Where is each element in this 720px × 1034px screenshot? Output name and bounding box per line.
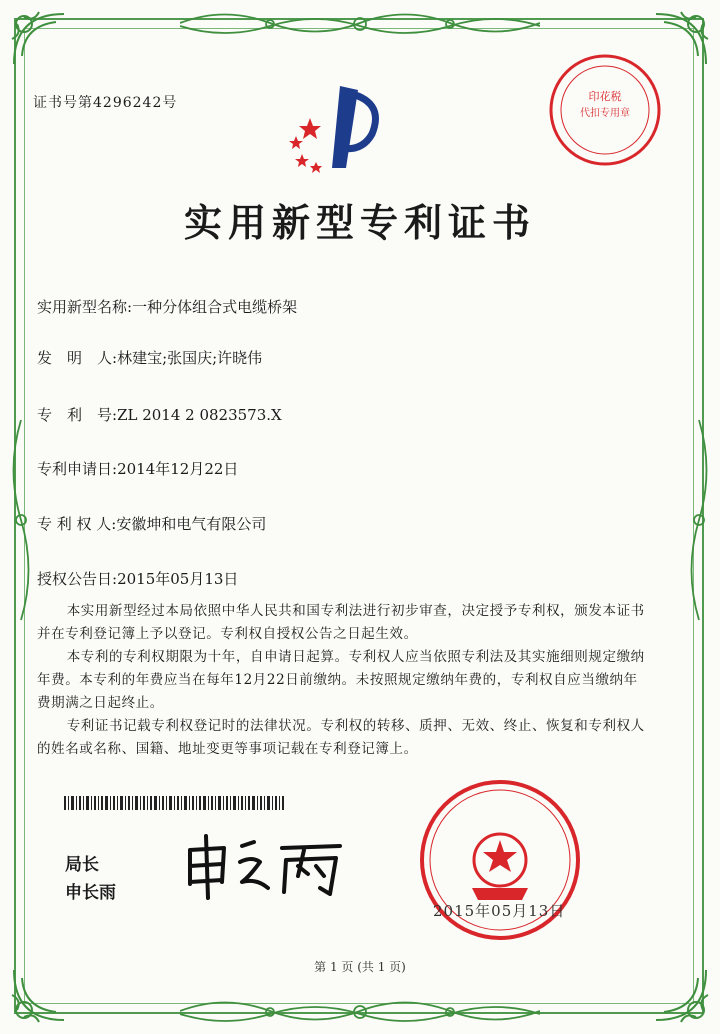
page-footer: 第 1 页 (共 1 页)	[314, 960, 406, 974]
corner-ornament-top-left	[4, 4, 74, 74]
field-label: 实用新型名称:	[37, 298, 133, 316]
field-patentee	[37, 513, 266, 534]
sign-date: 2015年05月13日	[433, 902, 566, 920]
handwritten-signature	[180, 832, 350, 902]
barcode	[64, 796, 284, 810]
page-title: 实用新型专利证书	[183, 200, 536, 245]
body-paragraph: 本专利的专利权期限为十年，自申请日起算。专利权人应当依照专利法及其实施细则规定缴纳年费。本专利的年费应当在每年12月22日前缴纳。未按照规定缴纳年费的，专利权自应当缴纳年费期满之日起终止。	[37, 649, 645, 711]
field-patent-number	[37, 404, 282, 425]
tax-stamp	[545, 50, 665, 170]
patent-office-logo	[282, 82, 392, 174]
signatory-name: 申长雨	[65, 883, 116, 903]
certificate-body	[37, 600, 647, 761]
field-application-date	[37, 458, 238, 479]
field-value: 2015年05月13日	[117, 570, 239, 588]
field-value: 2014年12月22日	[117, 460, 239, 478]
body-paragraph: 本实用新型经过本局依照中华人民共和国专利法进行初步审查，决定授予专利权，颁发本证书并在专利登记簿上予以登记。专利权自授权公告之日起生效。	[37, 603, 645, 642]
field-value: 林建宝;张国庆;许晓伟	[117, 349, 263, 367]
field-value: 一种分体组合式电缆桥架	[132, 298, 298, 316]
bottom-border-ornament	[180, 994, 540, 1028]
field-label: 专 利 号:	[37, 406, 118, 424]
left-border-ornament	[6, 420, 36, 620]
field-value: 安徽坤和电气有限公司	[116, 515, 267, 533]
field-value: ZL 2014 2 0823573.X	[117, 406, 282, 424]
field-inventors	[37, 347, 262, 368]
svg-text:代扣专用章: 代扣专用章	[580, 108, 630, 119]
right-border-ornament	[684, 420, 714, 620]
field-label: 发 明 人:	[37, 349, 118, 367]
certificate-number: 证书号第4296242号	[33, 95, 178, 111]
svg-text:印花税: 印花税	[588, 90, 622, 103]
signatory-title: 局长	[65, 855, 99, 875]
top-border-ornament	[180, 6, 540, 40]
field-utility-model-name	[37, 296, 297, 317]
field-label: 专 利 权 人:	[37, 515, 117, 533]
field-label: 授权公告日:	[37, 570, 118, 588]
field-grant-date	[37, 568, 238, 589]
field-label: 专利申请日:	[37, 460, 118, 478]
body-paragraph: 专利证书记载专利权登记时的法律状况。专利权的转移、质押、无效、终止、恢复和专利权人的姓名或名称、国籍、地址变更等事项记载在专利登记簿上。	[37, 718, 645, 757]
